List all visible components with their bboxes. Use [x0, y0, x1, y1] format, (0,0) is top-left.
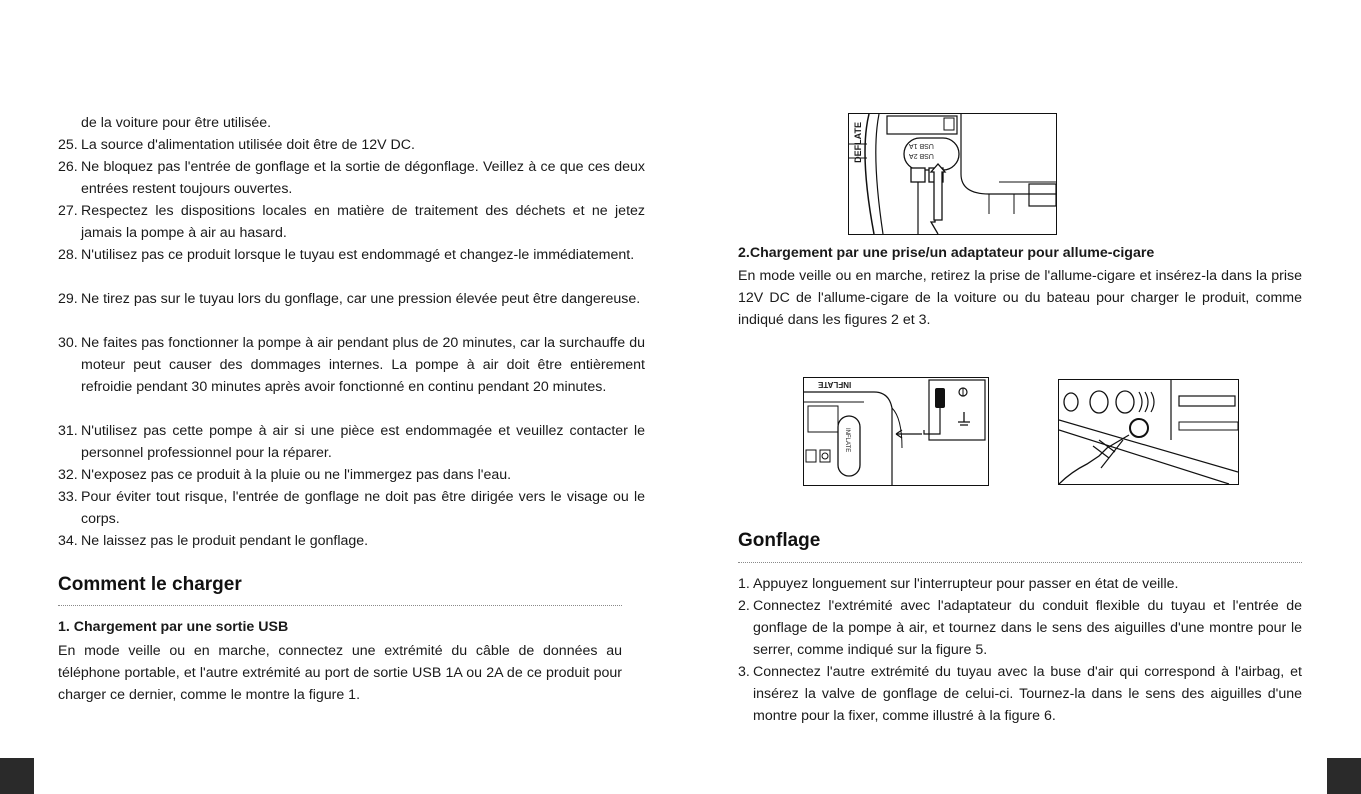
figure-3-socket [1058, 379, 1239, 485]
deflate-label: DEFLATE [853, 122, 863, 163]
inflate-button-label: INFLATE [844, 428, 850, 453]
usb-charging-paragraph: En mode veille ou en marche, connectez une extrémité du câble de données au téléphone portable, et l'autre extrémité au port de sortie USB 1A ou 2A de ce produit pour charger ce dernier, comme le montre la figure 1. [58, 643, 622, 703]
list-item: 28. N'utilisez pas ce produit lorsque le tuyau est endommagé et changez-le immédiatement. [58, 247, 635, 263]
section-heading-inflation: Gonflage [738, 530, 821, 551]
section-heading-charging: Comment le charger [58, 574, 242, 595]
page-corner-marker-left [0, 758, 34, 794]
list-item: 34. Ne laissez pas le produit pendant le gonflage. [58, 533, 369, 549]
inflate-label: INFLATE [818, 380, 852, 389]
list-item: 3. Connectez l'autre extrémité du tuyau avec la buse d'air qui correspond à l'airbag, et insérez la valve de gonflage de celui-ci. Tournez-la dans le sens des aiguilles d'une montre pour la fixer, comme illustré à la figure 6. [738, 664, 1302, 724]
list-item: 30. Ne faites pas fonctionner la pompe à air pendant plus de 20 minutes, car la surchauffe du moteur peut causer des dommages internes. La pompe à air doit être entièrement refroidie pendant 30 minutes après avoir fonctionné en continu pendant 20 minutes. [58, 335, 645, 395]
list-item: 26. Ne bloquez pas l'entrée de gonflage et la sortie de dégonflage. Veillez à ce que ces deux entrées restent toujours ouvertes. [58, 159, 645, 197]
subheading-cigarette: 2.Chargement par une prise/un adaptateur pour allume-cigare [738, 245, 1155, 261]
cigarette-charging-paragraph: En mode veille ou en marche, retirez la prise de l'allume-cigare et insérez-la dans la prise 12V DC de l'allume-cigare de la voiture ou du bateau pour charger le produit, comme indiqué dans les figures 2 et 3. [738, 268, 1302, 328]
list-item: 31. N'utilisez pas cette pompe à air si une pièce est endommagée et veuillez contacter le personnel professionnel pour la réparer. [58, 423, 645, 461]
usb-2a-label: USB 2A [909, 152, 934, 159]
list-item: 33. Pour éviter tout risque, l'entrée de gonflage ne doit pas être dirigée vers le visage ou le corps. [58, 489, 645, 527]
socket-illustration [1059, 380, 1238, 484]
figure-2-adapter [803, 377, 989, 486]
list-item: 27. Respectez les dispositions locales en matière de traitement des déchets et ne jetez jamais la pompe à air au hasard. [58, 203, 645, 241]
adapter-illustration [804, 378, 988, 485]
list-item: 25. La source d'alimentation utilisée doit être de 12V DC. [58, 137, 415, 153]
list-item: 32. N'exposez pas ce produit à la pluie ou ne l'immergez pas dans l'eau. [58, 467, 512, 483]
figure-1-usb-port [848, 113, 1057, 235]
list-item: 2. Connectez l'extrémité avec l'adaptateur du conduit flexible du tuyau et l'entrée de gonflage de la pompe à air, et tournez dans le sens des aiguilles d'une montre pour le serrer, comme indiqué sur la figure 5. [738, 598, 1302, 658]
list-item: 29. Ne tirez pas sur le tuyau lors du gonflage, car une pression élevée peut être dangereuse. [58, 291, 641, 307]
usb-port-illustration [849, 114, 1056, 234]
continuation-text: de la voiture pour être utilisée. [81, 115, 272, 131]
subheading-usb: 1. Chargement par une sortie USB [58, 619, 289, 635]
section-divider [58, 605, 622, 606]
list-item: 1. Appuyez longuement sur l'interrupteur pour passer en état de veille. [738, 576, 1179, 592]
section-divider [738, 562, 1302, 563]
page-corner-marker-right [1327, 758, 1361, 794]
usb-1a-label: USB 1A [909, 142, 934, 149]
